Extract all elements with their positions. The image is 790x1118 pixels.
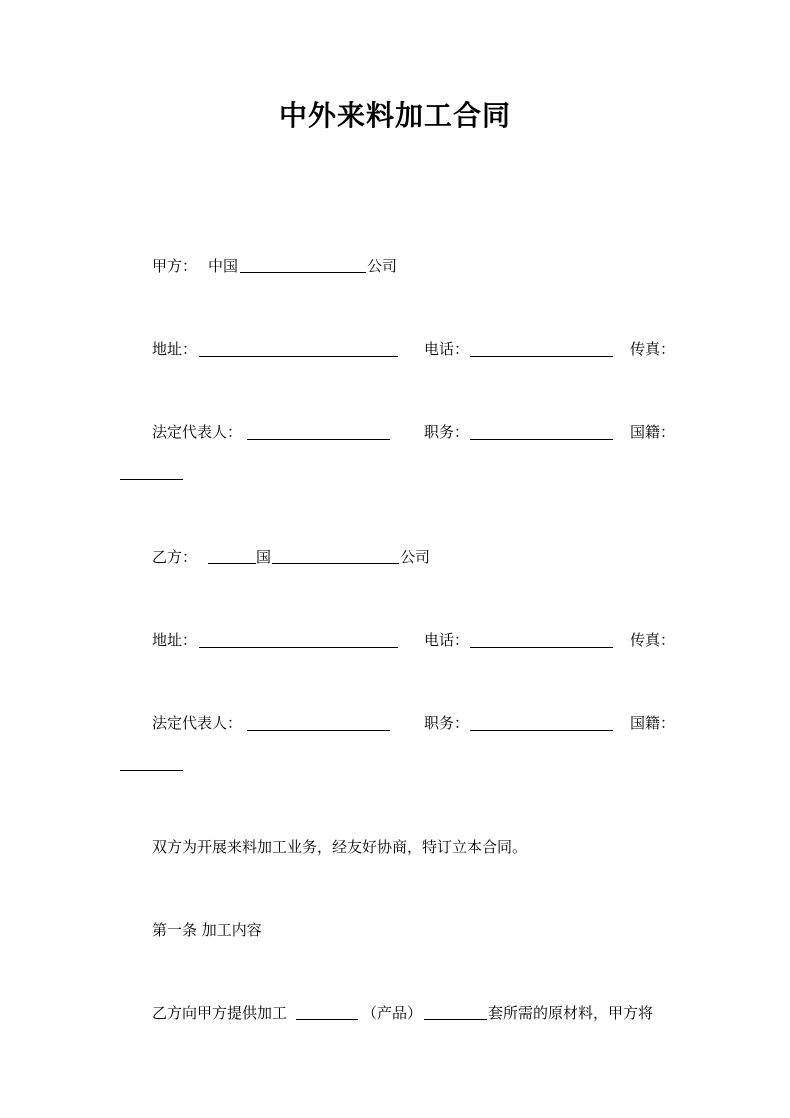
article-1-quantity-blank bbox=[424, 1019, 487, 1020]
party-b-phone-blank bbox=[470, 647, 613, 648]
party-a-rep-label: 法定代表人： bbox=[152, 423, 243, 441]
party-a-phone-label: 电话： bbox=[424, 340, 470, 358]
article-1-heading: 第一条 加工内容 bbox=[152, 921, 262, 939]
party-a-address-blank bbox=[199, 356, 398, 357]
party-b-position-blank bbox=[470, 730, 613, 731]
intro-paragraph: 双方为开展来料加工业务，经友好协商，特订立本合同。 bbox=[152, 838, 528, 856]
party-b-country-suffix: 国 bbox=[256, 548, 272, 566]
party-b-rep-blank bbox=[247, 730, 390, 731]
document-title: 中外来料加工合同 bbox=[278, 99, 511, 132]
party-a-nationality-label: 国籍： bbox=[630, 423, 676, 441]
party-b-position-label: 职务： bbox=[424, 714, 470, 732]
party-a-country: 中国 bbox=[208, 257, 239, 275]
party-b-nationality-blank bbox=[120, 770, 183, 771]
party-a-phone-blank bbox=[470, 356, 613, 357]
party-b-rep-label: 法定代表人： bbox=[152, 714, 243, 732]
article-1-text-part2: （产品） bbox=[362, 1004, 423, 1022]
party-b-nationality-label: 国籍： bbox=[630, 714, 676, 732]
party-a-label: 甲方： bbox=[152, 257, 198, 275]
party-a-position-blank bbox=[470, 439, 613, 440]
party-b-phone-label: 电话： bbox=[424, 631, 470, 649]
party-b-address-label: 地址： bbox=[152, 631, 198, 649]
article-1-text-part3: 套所需的原材料，甲方将 bbox=[488, 1004, 654, 1022]
party-a-company-suffix: 公司 bbox=[367, 257, 398, 275]
article-1-text-part1: 乙方向甲方提供加工 bbox=[152, 1004, 288, 1022]
party-a-address-label: 地址： bbox=[152, 340, 198, 358]
party-b-company-suffix: 公司 bbox=[400, 548, 431, 566]
party-a-company-blank bbox=[240, 272, 366, 273]
party-a-rep-blank bbox=[247, 439, 390, 440]
party-a-nationality-blank bbox=[120, 479, 183, 480]
article-1-product-blank bbox=[296, 1019, 358, 1020]
party-b-fax-label: 传真： bbox=[630, 631, 676, 649]
party-a-position-label: 职务： bbox=[424, 423, 470, 441]
party-b-label: 乙方： bbox=[152, 548, 198, 566]
party-a-fax-label: 传真： bbox=[630, 340, 676, 358]
party-b-address-blank bbox=[199, 647, 398, 648]
party-b-country-blank bbox=[208, 563, 256, 564]
party-b-company-blank bbox=[272, 563, 399, 564]
